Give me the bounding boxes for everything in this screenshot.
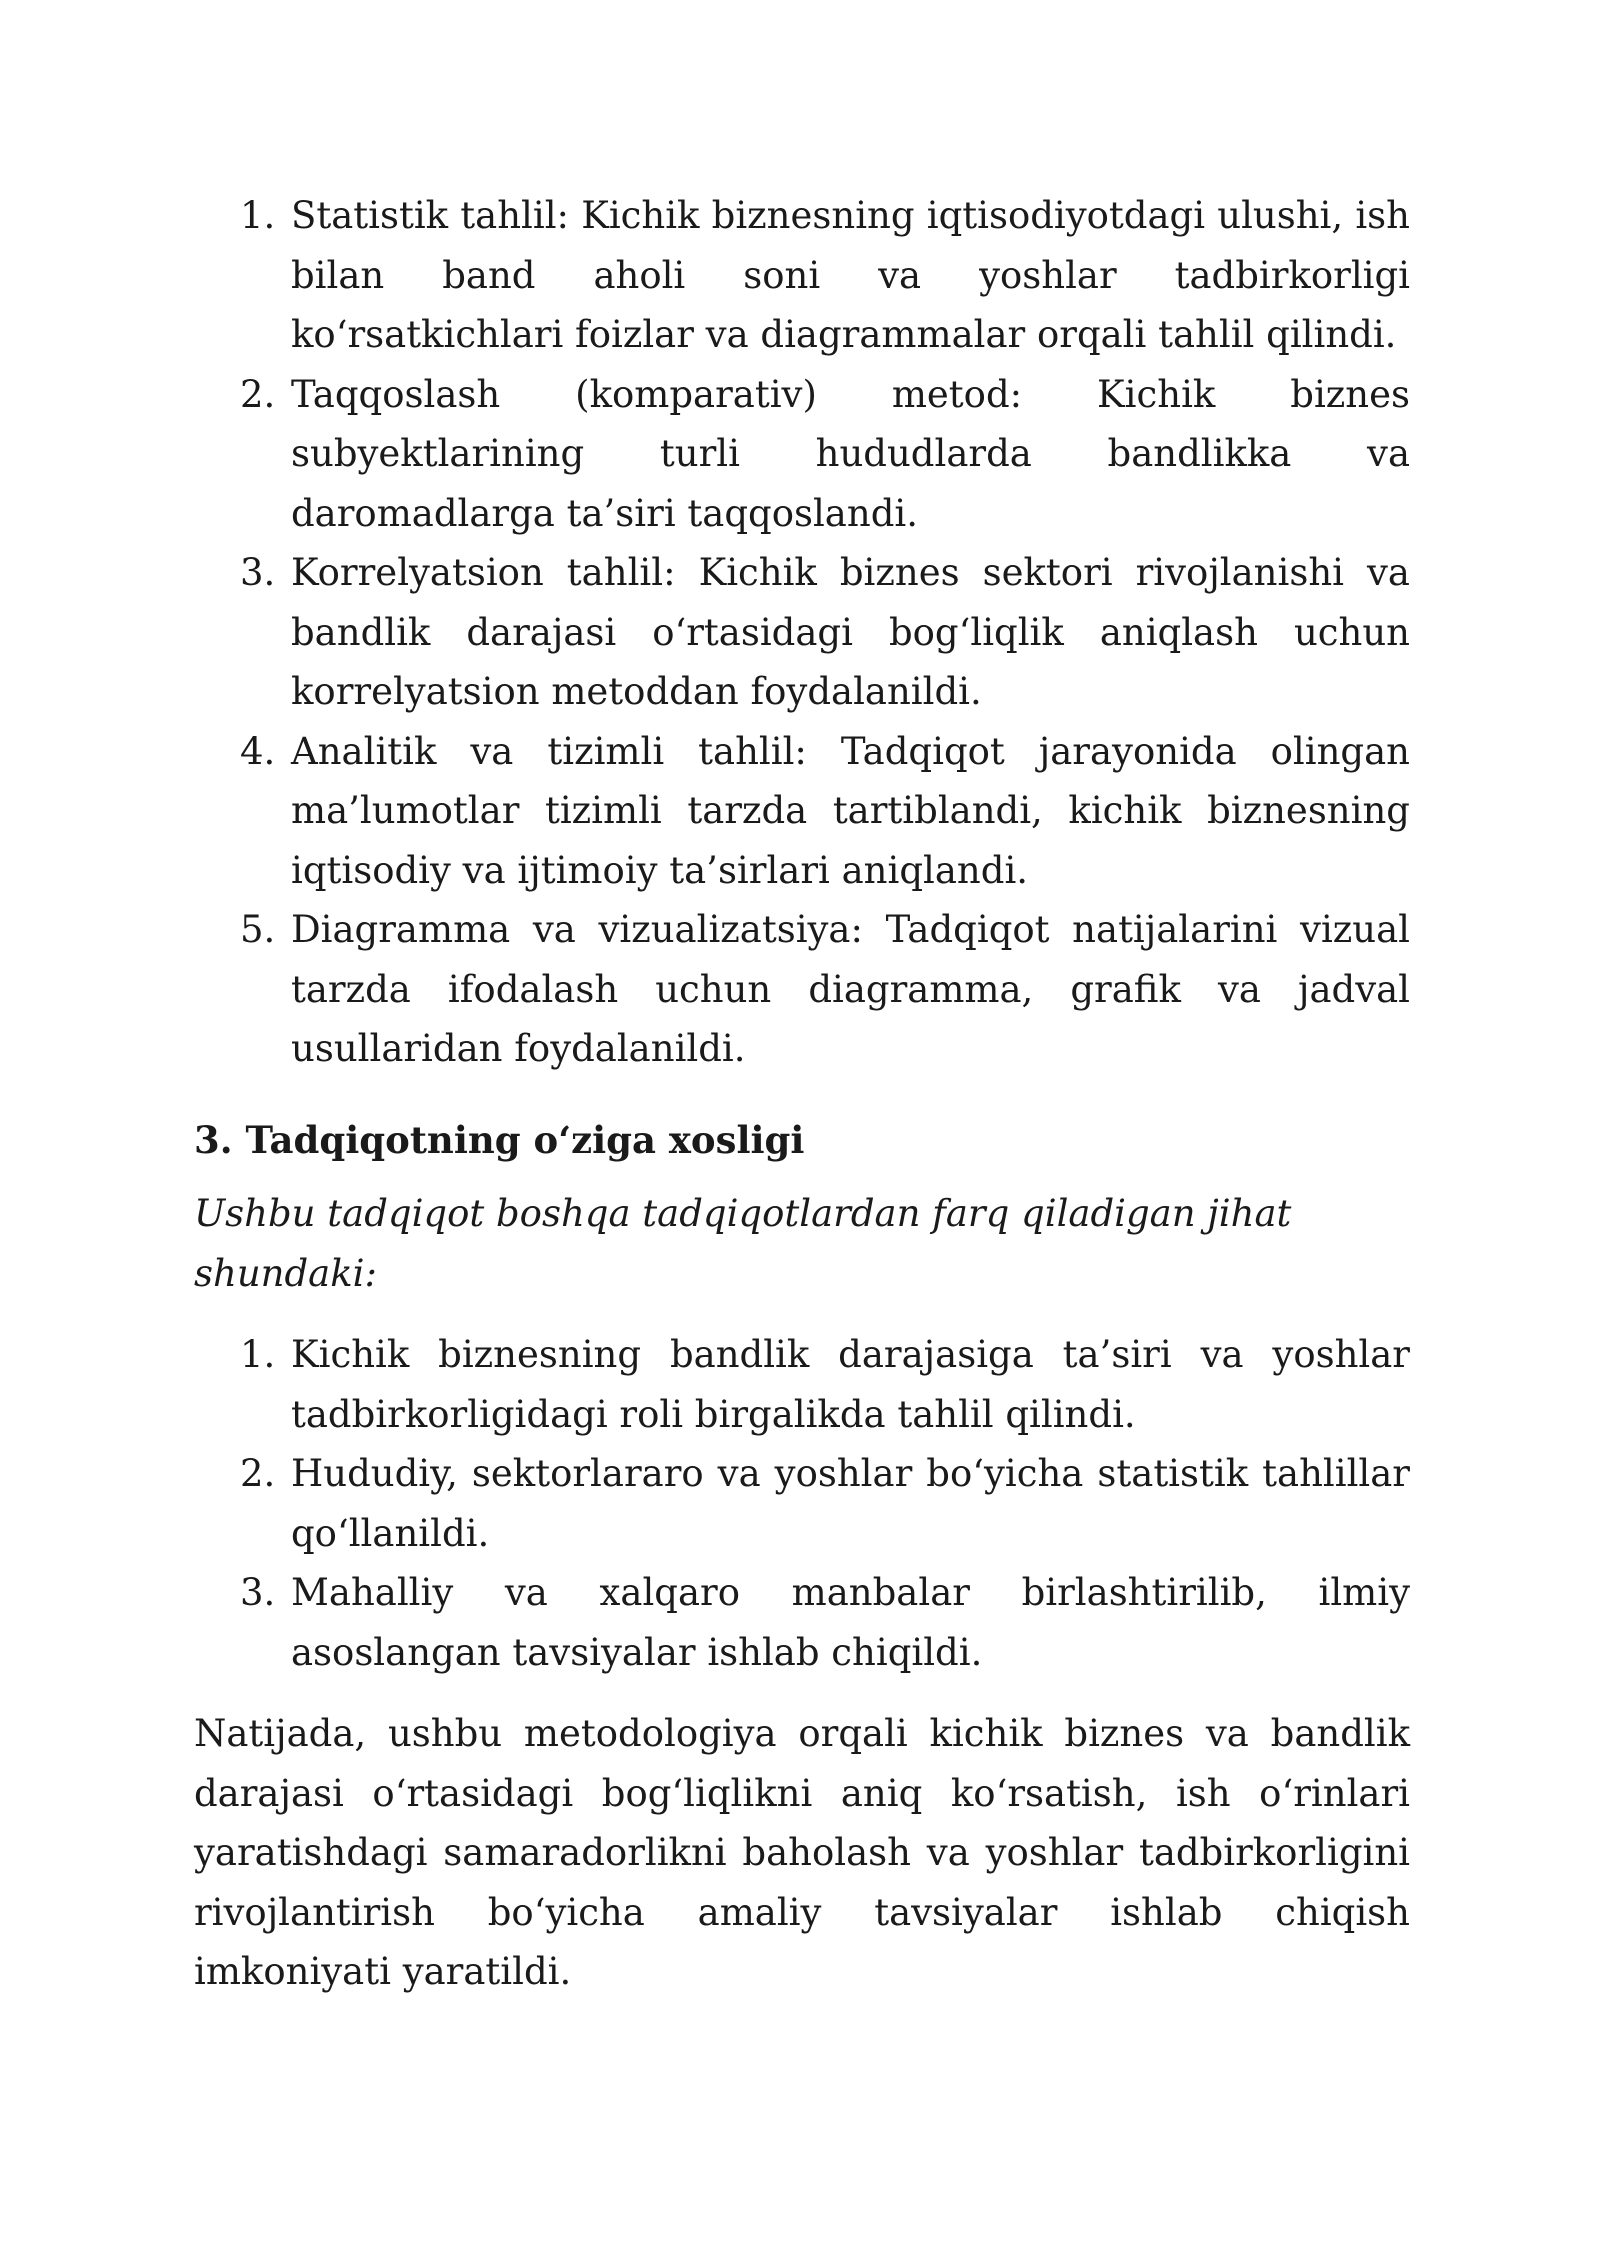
list-item-text: Korrelyatsion tahlil: Kichik biznes sektori rivojlanishi va bandlik darajasi o‘rtasidagi bog‘liqlik aniqlash uchun korrelyatsion metoddan foydalanildi.	[291, 551, 1410, 713]
list-item	[194, 1444, 1410, 1563]
methods-list	[194, 186, 1410, 1079]
list-item-number: 2.	[240, 372, 276, 416]
list-item	[194, 722, 1410, 901]
list-item-text: Analitik va tizimli tahlil: Tadqiqot jarayonida olingan ma’lumotlar tizimli tarzda tartiblandi, kichik biznesning iqtisodiy va ijtimoiy ta’sirlari aniqlandi.	[291, 729, 1410, 892]
list-item-number: 2.	[240, 1452, 276, 1495]
list-item-number: 1.	[240, 1333, 276, 1376]
list-item	[194, 186, 1410, 365]
list-item-text: Diagramma va vizualizatsiya: Tadqiqot natijalarini vizual tarzda ifodalash uchun diagramma, grafik va jadval usullaridan foydalanildi.	[291, 908, 1410, 1070]
list-item-number: 5.	[240, 908, 276, 951]
list-item-number: 1.	[240, 194, 276, 237]
list-item	[194, 365, 1410, 544]
list-item-text: Kichik biznesning bandlik darajasiga ta’siri va yoshlar tadbirkorligidagi roli birgalikda tahlil qilindi.	[291, 1333, 1410, 1436]
section-heading: 3. Tadqiqotning o‘ziga xosligi	[194, 1117, 805, 1162]
list-item-number: 3.	[240, 1571, 276, 1614]
list-item	[194, 900, 1410, 1079]
list-item-text: Mahalliy va xalqaro manbalar birlashtirilib, ilmiy asoslangan tavsiyalar ishlab chiqildi.	[291, 1571, 1410, 1674]
uniqueness-list	[194, 1325, 1410, 1682]
list-item	[194, 543, 1410, 722]
list-item-text: Hududiy, sektorlararo va yoshlar bo‘yicha statistik tahlillar qo‘llanildi.	[291, 1452, 1410, 1555]
section-intro: Ushbu tadqiqot boshqa tadqiqotlardan farq qiladigan jihat shundaki:	[194, 1192, 1292, 1295]
list-item	[194, 1325, 1410, 1444]
list-item-text: Taqqoslash (komparativ) metod: Kichik biznes subyektlarining turli hududlarda bandlikka va daromadlarga ta’siri taqqoslandi.	[291, 372, 1410, 535]
document-page	[194, 186, 1410, 2002]
list-item	[194, 1563, 1410, 1682]
list-item-text: Statistik tahlil: Kichik biznesning iqtisodiyotdagi ulushi, ish bilan band aholi soni va yoshlar tadbirkorligi ko‘rsatkichlari foizlar va diagrammalar orqali tahlil qilindi.	[291, 194, 1410, 356]
conclusion-paragraph: Natijada, ushbu metodologiya orqali kichik biznes va bandlik darajasi o‘rtasidagi bog‘liqlikni aniq ko‘rsatish, ish o‘rinlari yaratishdagi samaradorlikni baholash va yoshlar tadbirkorligini rivojlantirish bo‘yicha amaliy tavsiyalar ishlab chiqish imkoniyati yaratildi.	[194, 1712, 1410, 1993]
list-item-number: 4.	[240, 729, 276, 773]
list-item-number: 3.	[240, 551, 276, 594]
